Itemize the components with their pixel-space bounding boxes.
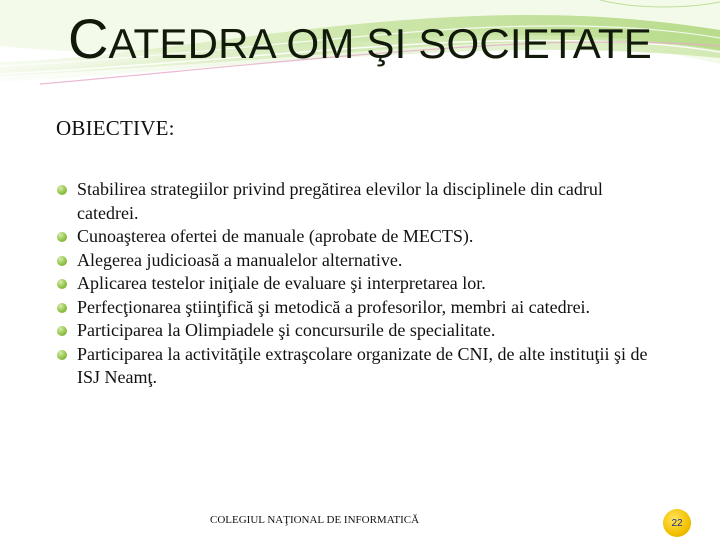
list-item [56, 272, 656, 296]
list-item-text: Participarea la Olimpiadele şi concursurile de specialitate. [77, 320, 496, 340]
footer-institution: COLEGIUL NAŢIONAL DE INFORMATICĂ [210, 514, 420, 526]
list-item-text: Stabilirea strategiilor privind pregătirea elevilor la disciplinele din cadrul catedrei. [77, 179, 603, 223]
green-bullet-icon [57, 350, 67, 360]
slide-title-rest: ATEDRA OM ŞI SOCIETATE [108, 20, 652, 67]
page-number-badge [663, 509, 691, 537]
green-bullet-icon [57, 256, 67, 266]
green-bullet-icon [57, 185, 67, 195]
list-item [56, 249, 656, 273]
list-item [56, 343, 656, 390]
green-bullet-icon [57, 303, 67, 313]
objectives-list [56, 178, 656, 390]
list-item [56, 296, 656, 320]
list-item [56, 225, 656, 249]
slide-title [68, 6, 652, 71]
green-bullet-icon [57, 232, 67, 242]
section-subtitle: OBIECTIVE: [56, 116, 175, 140]
list-item-text: Participarea la activităţile extraşcolare organizate de CNI, de alte instituţii şi de ISJ Neamţ. [77, 343, 648, 387]
slide-title-initial: C [68, 7, 109, 70]
list-item [56, 178, 656, 225]
page-number: 22 [671, 517, 683, 529]
list-item-text: Alegerea judicioasă a manualelor alternative. [77, 249, 403, 270]
green-bullet-icon [57, 279, 67, 289]
list-item-text: Aplicarea testelor iniţiale de evaluare şi interpretarea lor. [77, 273, 486, 293]
list-item-text: Cunoaşterea ofertei de manuale (aprobate de MECTS). [77, 226, 474, 246]
list-item [56, 319, 656, 343]
green-bullet-icon [57, 326, 67, 336]
list-item-text: Perfecţionarea ştiinţifică şi metodică a profesorilor, membri ai catedrei. [77, 296, 591, 317]
